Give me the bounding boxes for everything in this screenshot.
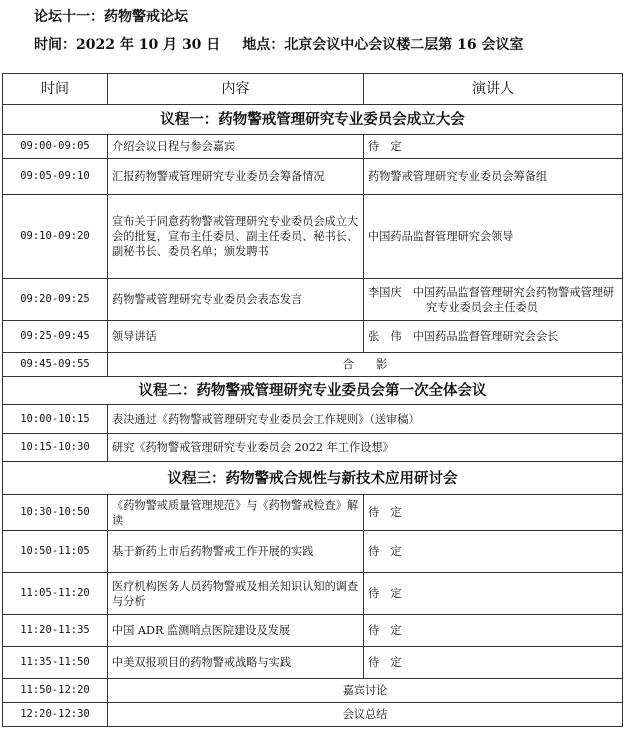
row-speaker: 中国药品监督管理研究会领导: [364, 195, 623, 279]
row-content: 中国 ADR 监测哨点医院建设及发展: [108, 615, 364, 647]
row-content: 药物警戒管理研究专业委员会表态发言: [108, 279, 364, 321]
row-content: 基于新药上市后药物警戒工作开展的实践: [108, 531, 364, 573]
row-time: 10:50-11:05: [3, 531, 108, 573]
forum-title: 论坛十一：药物警戒论坛: [34, 9, 188, 25]
row-speaker: 待 定: [364, 573, 623, 615]
row-time: 10:15-10:30: [3, 434, 108, 462]
session-title: 议程三：药物警戒合规性与新技术应用研讨会: [3, 462, 623, 495]
table-row: [3, 495, 623, 531]
forum-time: 时间：2022 年 10 月 30 日: [34, 37, 221, 53]
row-merged-content: 会议总结: [108, 703, 623, 727]
row-time: 09:10-09:20: [3, 195, 108, 279]
row-speaker: 待 定: [364, 495, 623, 531]
row-content: 汇报药物警戒管理研究专业委员会筹备情况: [108, 159, 364, 195]
column-header-time: 时间: [3, 74, 108, 105]
table-row: [3, 321, 623, 353]
table-row: [3, 353, 623, 377]
table-row: [3, 434, 623, 462]
row-time: 09:00-09:05: [3, 135, 108, 159]
row-content: 宣布关于同意药物警戒管理研究专业委员会成立大会的批复，宣布主任委员、副主任委员、秘书长、副秘书长、委员名单；颁发聘书: [108, 195, 364, 279]
row-speaker: 待 定: [364, 615, 623, 647]
row-time: 11:35-11:50: [3, 647, 108, 679]
agenda-table: [2, 73, 623, 727]
row-content: 领导讲话: [108, 321, 364, 353]
session-title: 议程二：药物警戒管理研究专业委员会第一次全体会议: [3, 377, 623, 405]
table-row: [3, 405, 623, 434]
forum-location: 地点：北京会议中心会议楼二层第 16 会议室: [242, 37, 524, 53]
row-speaker: 待 定: [364, 647, 623, 679]
row-time: 09:20-09:25: [3, 279, 108, 321]
row-merged-content: 表决通过《药物警戒管理研究专业委员会工作规则》（送审稿）: [108, 405, 623, 434]
table-row: [3, 159, 623, 195]
table-row: [3, 647, 623, 679]
table-header-row: [3, 74, 623, 105]
table-row: [3, 703, 623, 727]
row-content: 《药物警戒质量管理规范》与《药物警戒检查》解读: [108, 495, 364, 531]
table-row: [3, 615, 623, 647]
session-title: 议程一：药物警戒管理研究专业委员会成立大会: [3, 105, 623, 135]
row-time: 10:00-10:15: [3, 405, 108, 434]
session-row: [3, 462, 623, 495]
row-speaker: 待 定: [364, 135, 623, 159]
row-time: 10:30-10:50: [3, 495, 108, 531]
row-time: 11:50-12:20: [3, 679, 108, 703]
column-header-content: 内容: [108, 74, 364, 105]
row-speaker: 张 伟 中国药品监督管理研究会会长: [364, 321, 623, 353]
forum-time-location: [34, 34, 524, 54]
row-speaker: [364, 279, 623, 321]
column-header-speaker: 演讲人: [364, 74, 623, 105]
table-row: [3, 135, 623, 159]
row-time: 12:20-12:30: [3, 703, 108, 727]
row-speaker: 待 定: [364, 531, 623, 573]
row-time: 09:25-09:45: [3, 321, 108, 353]
table-row: [3, 679, 623, 703]
table-row: [3, 279, 623, 321]
row-speaker: 药物警戒管理研究专业委员会筹备组: [364, 159, 623, 195]
table-row: [3, 573, 623, 615]
session-row: [3, 377, 623, 405]
row-content: 医疗机构医务人员药物警戒及相关知识认知的调查与分析: [108, 573, 364, 615]
row-content: 介绍会议日程与参会嘉宾: [108, 135, 364, 159]
table-row: [3, 195, 623, 279]
row-time: 11:20-11:35: [3, 615, 108, 647]
row-content: 中美双报项目的药物警戒战略与实践: [108, 647, 364, 679]
row-merged-content: 研究《药物警戒管理研究专业委员会 2022 年工作设想》: [108, 434, 623, 462]
table-row: [3, 531, 623, 573]
row-time: 09:05-09:10: [3, 159, 108, 195]
session-row: [3, 105, 623, 135]
row-time: 11:05-11:20: [3, 573, 108, 615]
row-time: 09:45-09:55: [3, 353, 108, 377]
row-speaker-text: 李国庆 中国药品监督管理研究会药物警戒管理研究专业委员会主任委员: [368, 285, 615, 314]
row-merged-content: 合 影: [108, 353, 623, 377]
row-merged-content: 嘉宾讨论: [108, 679, 623, 703]
